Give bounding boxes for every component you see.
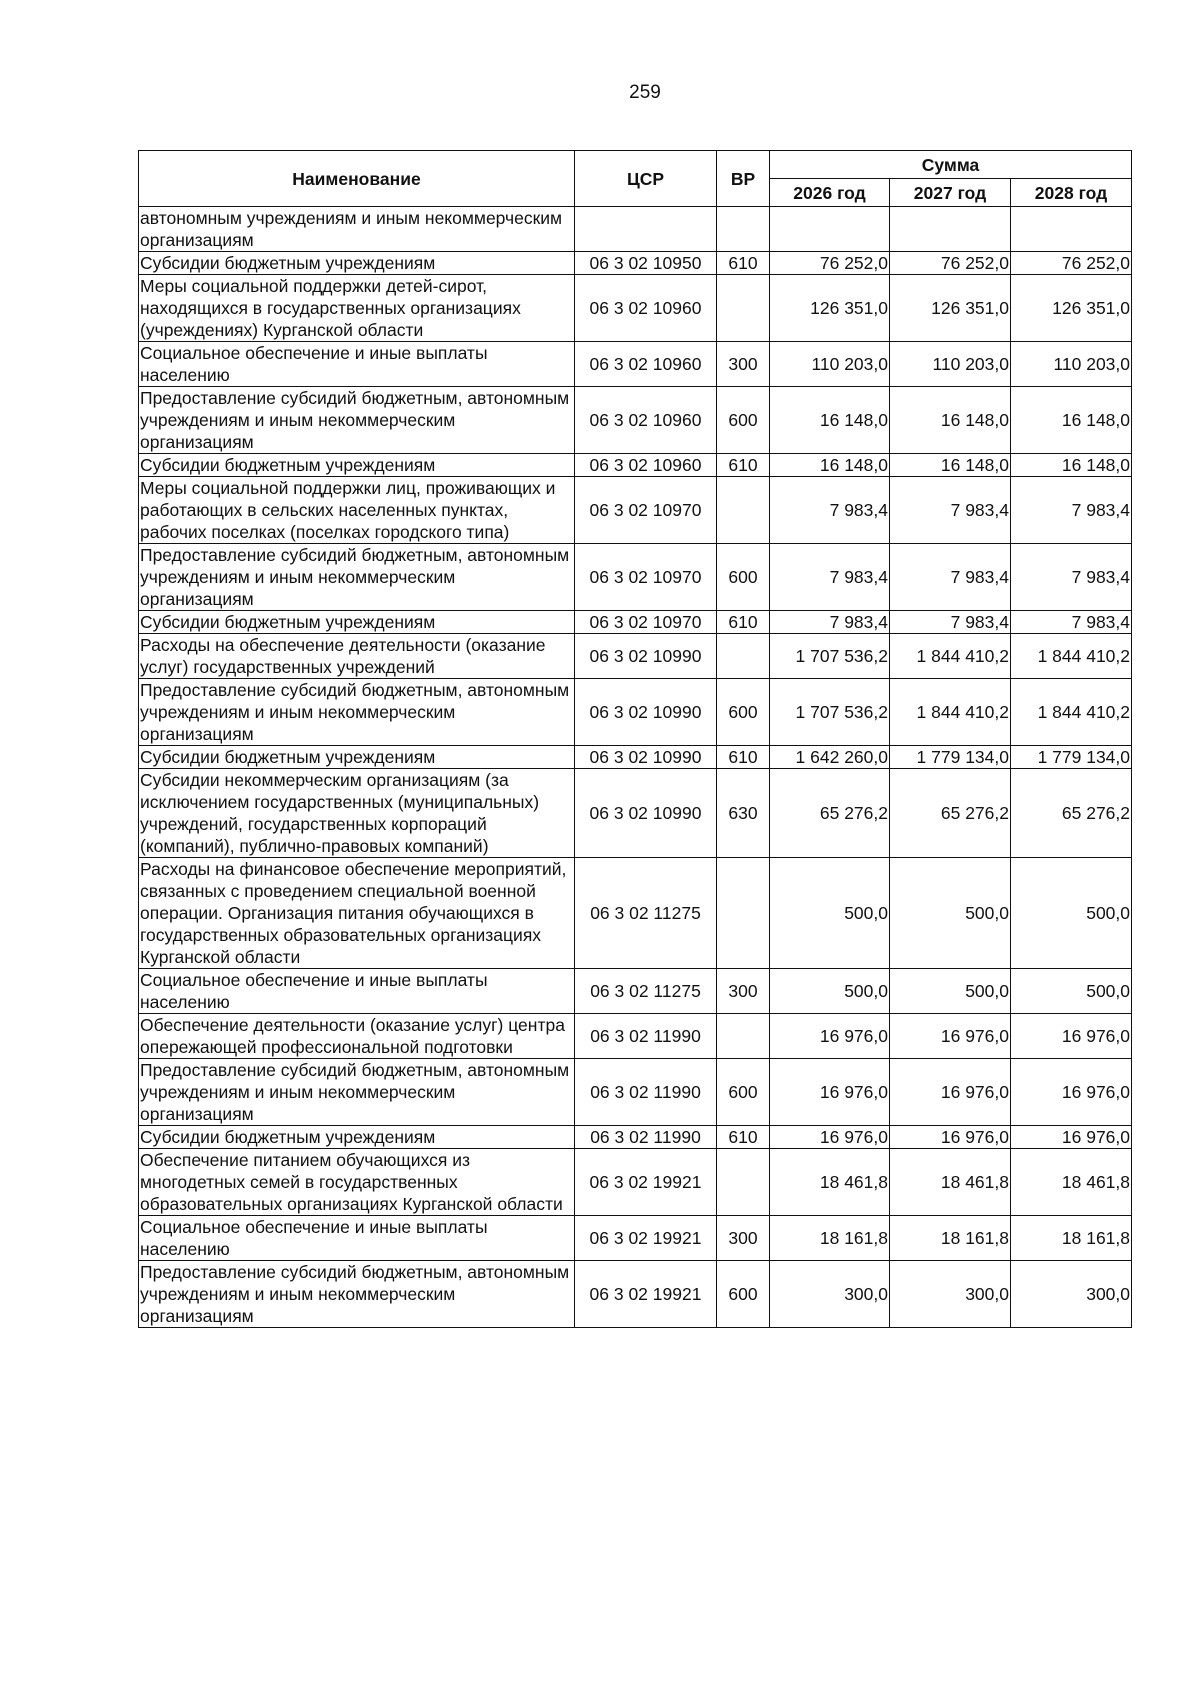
row-csr: 06 3 02 10970 [575, 544, 717, 611]
row-amount-2026: 126 351,0 [770, 275, 890, 342]
row-amount-2028: 16 976,0 [1011, 1059, 1132, 1126]
row-name: Субсидии бюджетным учреждениям [139, 746, 575, 769]
row-amount-2028: 16 148,0 [1011, 387, 1132, 454]
row-amount-2026: 1 707 536,2 [770, 634, 890, 679]
row-amount-2026: 500,0 [770, 969, 890, 1014]
row-amount-2026: 65 276,2 [770, 769, 890, 858]
row-vr: 600 [717, 679, 770, 746]
row-csr: 06 3 02 10990 [575, 746, 717, 769]
row-name: Субсидии некоммерческим организациям (за исключением государственных (муниципальных) учреждений, государственных корпораций (компаний), публично-правовых компаний) [139, 769, 575, 858]
row-vr: 610 [717, 454, 770, 477]
header-sum: Сумма [770, 151, 1132, 179]
row-amount-2027: 7 983,4 [890, 611, 1011, 634]
row-amount-2026: 110 203,0 [770, 342, 890, 387]
row-name: Расходы на финансовое обеспечение мероприятий, связанных с проведением специальной военной операции. Организация питания обучающихся в государственных образовательных организациях Курганской области [139, 858, 575, 969]
table-row [139, 634, 1132, 679]
row-csr [575, 207, 717, 252]
row-vr: 300 [717, 1216, 770, 1261]
row-name: Социальное обеспечение и иные выплаты населению [139, 969, 575, 1014]
row-csr: 06 3 02 19921 [575, 1216, 717, 1261]
row-amount-2028: 7 983,4 [1011, 477, 1132, 544]
row-amount-2027: 18 161,8 [890, 1216, 1011, 1261]
table-row [139, 1261, 1132, 1328]
row-amount-2026: 7 983,4 [770, 611, 890, 634]
table-row [139, 1014, 1132, 1059]
row-amount-2026: 16 976,0 [770, 1014, 890, 1059]
row-vr [717, 1014, 770, 1059]
row-csr: 06 3 02 11990 [575, 1014, 717, 1059]
row-amount-2026: 18 161,8 [770, 1216, 890, 1261]
row-vr [717, 207, 770, 252]
table-row [139, 769, 1132, 858]
row-amount-2027: 7 983,4 [890, 544, 1011, 611]
row-vr: 610 [717, 252, 770, 275]
row-amount-2026: 1 707 536,2 [770, 679, 890, 746]
row-csr: 06 3 02 10990 [575, 679, 717, 746]
row-csr: 06 3 02 10960 [575, 387, 717, 454]
row-csr: 06 3 02 11275 [575, 969, 717, 1014]
row-csr: 06 3 02 10990 [575, 634, 717, 679]
row-amount-2027: 16 148,0 [890, 454, 1011, 477]
row-amount-2026: 16 148,0 [770, 454, 890, 477]
row-csr: 06 3 02 19921 [575, 1261, 717, 1328]
row-amount-2028: 7 983,4 [1011, 611, 1132, 634]
header-name: Наименование [139, 151, 575, 207]
row-name: Субсидии бюджетным учреждениям [139, 611, 575, 634]
row-vr [717, 858, 770, 969]
table-row [139, 1126, 1132, 1149]
header-year-2027: 2027 год [890, 179, 1011, 207]
row-name: Расходы на обеспечение деятельности (оказание услуг) государственных учреждений [139, 634, 575, 679]
row-amount-2028: 7 983,4 [1011, 544, 1132, 611]
row-name: Обеспечение деятельности (оказание услуг) центра опережающей профессиональной подготовки [139, 1014, 575, 1059]
row-amount-2028: 1 844 410,2 [1011, 679, 1132, 746]
row-amount-2028: 76 252,0 [1011, 252, 1132, 275]
row-amount-2028: 500,0 [1011, 969, 1132, 1014]
row-amount-2028: 16 976,0 [1011, 1014, 1132, 1059]
header-vr: ВР [717, 151, 770, 207]
row-csr: 06 3 02 10950 [575, 252, 717, 275]
row-amount-2027: 7 983,4 [890, 477, 1011, 544]
table-row [139, 1149, 1132, 1216]
table-row [139, 477, 1132, 544]
header-csr: ЦСР [575, 151, 717, 207]
row-name: Предоставление субсидий бюджетным, автономным учреждениям и иным некоммерческим организациям [139, 544, 575, 611]
row-name: Субсидии бюджетным учреждениям [139, 454, 575, 477]
budget-table [138, 150, 1132, 1328]
row-vr: 600 [717, 1261, 770, 1328]
row-csr: 06 3 02 11990 [575, 1059, 717, 1126]
row-amount-2027 [890, 207, 1011, 252]
table-row [139, 679, 1132, 746]
table-row [139, 1059, 1132, 1126]
row-name: Социальное обеспечение и иные выплаты населению [139, 342, 575, 387]
row-csr: 06 3 02 10960 [575, 454, 717, 477]
row-name: Субсидии бюджетным учреждениям [139, 252, 575, 275]
table-row [139, 858, 1132, 969]
row-amount-2026: 16 976,0 [770, 1126, 890, 1149]
row-amount-2027: 1 844 410,2 [890, 634, 1011, 679]
table-row [139, 207, 1132, 252]
row-name: Меры социальной поддержки лиц, проживающих и работающих в сельских населенных пунктах, рабочих поселках (поселках городского типа) [139, 477, 575, 544]
row-amount-2027: 1 844 410,2 [890, 679, 1011, 746]
row-csr: 06 3 02 10990 [575, 769, 717, 858]
table-row [139, 611, 1132, 634]
row-csr: 06 3 02 10970 [575, 477, 717, 544]
header-year-2026: 2026 год [770, 179, 890, 207]
row-csr: 06 3 02 10970 [575, 611, 717, 634]
page-number: 259 [629, 82, 661, 103]
row-amount-2027: 110 203,0 [890, 342, 1011, 387]
row-name: Предоставление субсидий бюджетным, автономным учреждениям и иным некоммерческим организациям [139, 679, 575, 746]
row-name: Предоставление субсидий бюджетным, автономным учреждениям и иным некоммерческим организациям [139, 1261, 575, 1328]
row-vr [717, 275, 770, 342]
row-vr: 300 [717, 342, 770, 387]
row-vr: 300 [717, 969, 770, 1014]
row-amount-2027: 18 461,8 [890, 1149, 1011, 1216]
row-amount-2028: 126 351,0 [1011, 275, 1132, 342]
row-amount-2028: 16 148,0 [1011, 454, 1132, 477]
row-amount-2027: 16 148,0 [890, 387, 1011, 454]
row-vr [717, 634, 770, 679]
table-row [139, 342, 1132, 387]
row-amount-2027: 76 252,0 [890, 252, 1011, 275]
table-row [139, 544, 1132, 611]
row-amount-2028: 65 276,2 [1011, 769, 1132, 858]
table-row [139, 275, 1132, 342]
header-year-2028: 2028 год [1011, 179, 1132, 207]
table-row [139, 969, 1132, 1014]
row-amount-2028 [1011, 207, 1132, 252]
row-vr: 610 [717, 1126, 770, 1149]
row-vr: 610 [717, 611, 770, 634]
row-name: Обеспечение питанием обучающихся из многодетных семей в государственных образовательных организациях Курганской области [139, 1149, 575, 1216]
row-amount-2028: 110 203,0 [1011, 342, 1132, 387]
row-vr: 600 [717, 1059, 770, 1126]
row-name: Предоставление субсидий бюджетным, автономным учреждениям и иным некоммерческим организациям [139, 1059, 575, 1126]
table-body [139, 207, 1132, 1328]
table-row [139, 1216, 1132, 1261]
row-amount-2027: 16 976,0 [890, 1059, 1011, 1126]
row-amount-2027: 1 779 134,0 [890, 746, 1011, 769]
row-csr: 06 3 02 19921 [575, 1149, 717, 1216]
row-amount-2027: 126 351,0 [890, 275, 1011, 342]
header-row [139, 151, 1132, 179]
row-amount-2028: 1 844 410,2 [1011, 634, 1132, 679]
row-name: Предоставление субсидий бюджетным, автономным учреждениям и иным некоммерческим организациям [139, 387, 575, 454]
row-amount-2027: 16 976,0 [890, 1014, 1011, 1059]
row-amount-2026: 300,0 [770, 1261, 890, 1328]
row-amount-2027: 500,0 [890, 858, 1011, 969]
row-amount-2026: 500,0 [770, 858, 890, 969]
row-amount-2027: 500,0 [890, 969, 1011, 1014]
row-vr [717, 1149, 770, 1216]
row-csr: 06 3 02 10960 [575, 275, 717, 342]
row-amount-2028: 300,0 [1011, 1261, 1132, 1328]
table-row [139, 387, 1132, 454]
row-amount-2028: 500,0 [1011, 858, 1132, 969]
row-name: Меры социальной поддержки детей-сирот, находящихся в государственных организациях (учреждениях) Курганской области [139, 275, 575, 342]
row-amount-2026: 7 983,4 [770, 544, 890, 611]
row-amount-2026: 1 642 260,0 [770, 746, 890, 769]
row-amount-2027: 16 976,0 [890, 1126, 1011, 1149]
row-amount-2028: 16 976,0 [1011, 1126, 1132, 1149]
row-csr: 06 3 02 11275 [575, 858, 717, 969]
row-vr: 600 [717, 544, 770, 611]
table-row [139, 746, 1132, 769]
row-amount-2027: 300,0 [890, 1261, 1011, 1328]
row-amount-2026: 16 148,0 [770, 387, 890, 454]
row-name: автономным учреждениям и иным некоммерческим организациям [139, 207, 575, 252]
row-amount-2028: 18 161,8 [1011, 1216, 1132, 1261]
row-amount-2028: 1 779 134,0 [1011, 746, 1132, 769]
row-amount-2027: 65 276,2 [890, 769, 1011, 858]
row-vr: 630 [717, 769, 770, 858]
row-amount-2026: 7 983,4 [770, 477, 890, 544]
row-amount-2028: 18 461,8 [1011, 1149, 1132, 1216]
row-amount-2026 [770, 207, 890, 252]
row-vr: 600 [717, 387, 770, 454]
table-row [139, 252, 1132, 275]
row-vr: 610 [717, 746, 770, 769]
row-vr [717, 477, 770, 544]
row-name: Субсидии бюджетным учреждениям [139, 1126, 575, 1149]
row-amount-2026: 18 461,8 [770, 1149, 890, 1216]
row-name: Социальное обеспечение и иные выплаты населению [139, 1216, 575, 1261]
row-amount-2026: 76 252,0 [770, 252, 890, 275]
row-csr: 06 3 02 11990 [575, 1126, 717, 1149]
row-csr: 06 3 02 10960 [575, 342, 717, 387]
row-amount-2026: 16 976,0 [770, 1059, 890, 1126]
table-row [139, 454, 1132, 477]
